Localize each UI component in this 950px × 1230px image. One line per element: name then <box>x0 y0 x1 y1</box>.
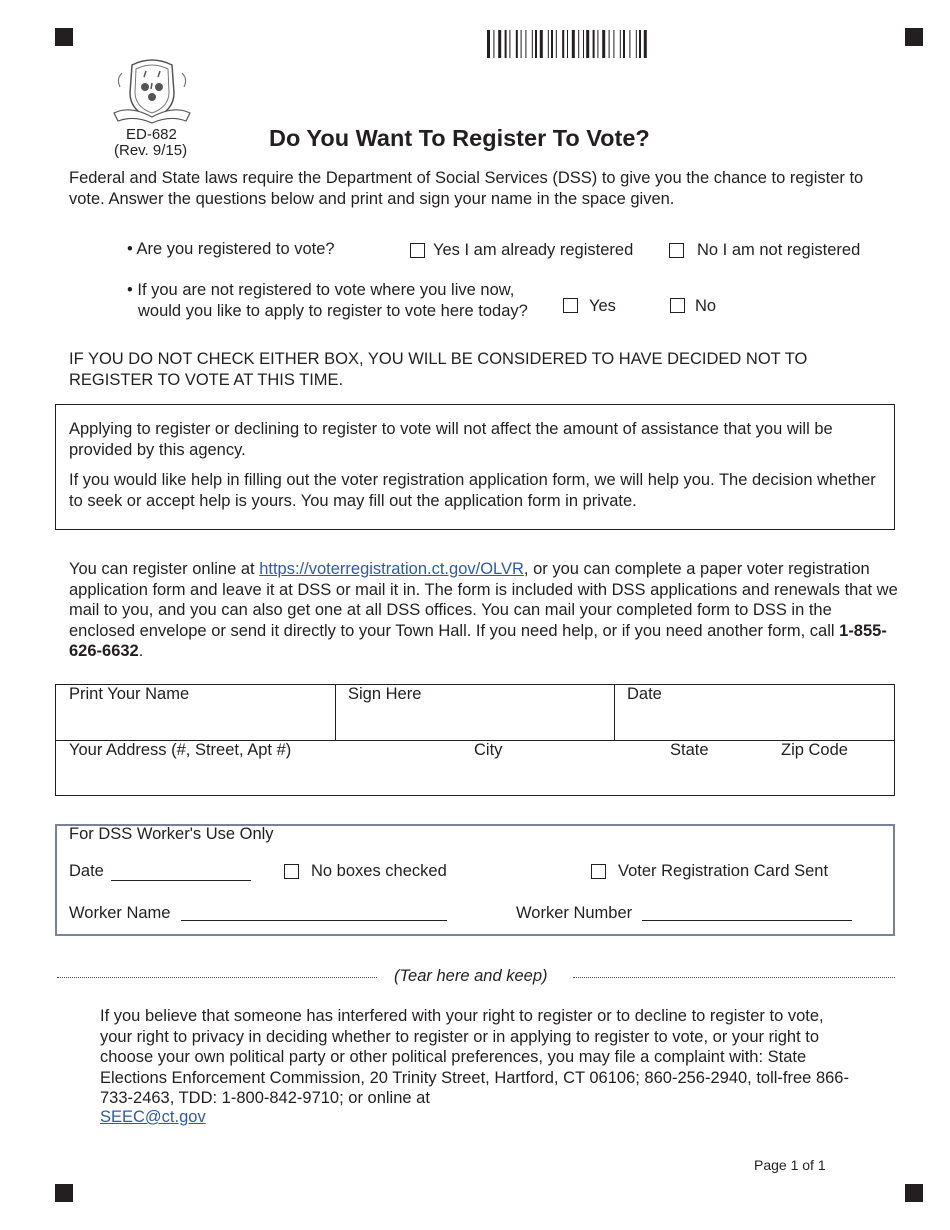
online-body: , or you can complete a paper voter registration application form and leave it at DSS or mail it in. The form is included with DSS applications and renewals that we mail to you, and you can also get one at all DSS offices. You can mail your completed form to DSS in the enclosed envelope or send it directly to your Town Hall. If you need help, or if you need another form, call <box>69 560 898 640</box>
complaint-paragraph: If you believe that someone has interfered with your right to register or to decline to register to vote, your right to privacy in deciding whether to register or in applying to register to vote, or your right to choose your own political party or other political preferences, you may file a complaint with: State Elections Enforcement Commission, 20 Trinity Street, Hartford, CT 06106; 860-256-2940, toll-free 866-733-2463, TDD: 1-800-842-9710; or online at <box>100 1007 849 1107</box>
apply-no-label: No <box>695 297 717 315</box>
barcode-icon <box>487 30 769 58</box>
worker-name-input[interactable] <box>181 906 447 921</box>
question-apply-line1: • If you are not registered to vote where you live now, <box>127 281 515 299</box>
already-registered-label: Yes I am already registered <box>433 241 634 259</box>
date-field[interactable]: Date <box>627 685 662 703</box>
tear-line-right <box>573 977 895 978</box>
no-boxes-checked-checkbox[interactable] <box>284 864 299 879</box>
no-boxes-checked-label: No boxes checked <box>311 862 447 880</box>
help-phone: 1-855-626-6632 <box>69 621 887 660</box>
online-paragraph <box>69 559 899 662</box>
tear-line-left <box>57 977 377 978</box>
state-field[interactable]: State <box>670 741 709 759</box>
page-title: Do You Want To Register To Vote? <box>269 125 650 151</box>
apply-no-checkbox[interactable] <box>670 298 685 313</box>
worker-name-label: Worker Name <box>69 904 171 922</box>
already-registered-checkbox[interactable] <box>410 243 425 258</box>
city-field[interactable]: City <box>474 741 503 759</box>
question-apply-text-1: If you are not registered to vote where you live now, <box>137 281 515 299</box>
apply-yes-checkbox[interactable] <box>563 298 578 313</box>
sign-here-field[interactable]: Sign Here <box>348 685 422 703</box>
notice-paragraph-2: If you would like help in filling out the voter registration application form, we will help you. The decision whether to seek or accept help is yours. You may fill out the application form in private. <box>69 471 876 510</box>
address-field[interactable]: Your Address (#, Street, Apt #) <box>69 741 292 759</box>
not-registered-checkbox[interactable] <box>669 243 684 258</box>
intro-paragraph: Federal and State laws require the Department of Social Services (DSS) to give you the chance to register to vote. Answer the questions below and print and sign your name in the space given. <box>69 169 864 208</box>
tear-here-label: (Tear here and keep) <box>394 967 548 985</box>
signature-table-divider-v2 <box>614 684 615 740</box>
worker-date-input[interactable] <box>111 866 251 881</box>
warning-text: IF YOU DO NOT CHECK EITHER BOX, YOU WILL BE CONSIDERED TO HAVE DECIDED NOT TO REGISTER TO VOTE AT THIS TIME. <box>69 350 808 389</box>
question-registered: • Are you registered to vote? <box>127 240 335 258</box>
question-apply-line2: would you like to apply to register to vote here today? <box>138 302 528 320</box>
online-suffix: . <box>138 642 144 660</box>
question-registered-text: Are you registered to vote? <box>136 240 335 258</box>
page-number: Page 1 of 1 <box>754 1157 826 1173</box>
card-sent-label: Voter Registration Card Sent <box>618 862 829 880</box>
registration-mark-bottom-left <box>55 1184 73 1202</box>
registration-mark-top-left <box>55 28 73 46</box>
notice-paragraph-1: Applying to register or declining to register to vote will not affect the amount of assistance that you will be provided by this agency. <box>69 420 833 459</box>
worker-box-title: For DSS Worker's Use Only <box>69 825 274 843</box>
apply-yes-label: Yes <box>589 297 616 315</box>
online-prefix: You can register online at <box>69 560 260 578</box>
state-seal-icon <box>110 57 194 125</box>
seec-email-link[interactable]: SEEC@ct.gov <box>100 1108 206 1126</box>
signature-table-divider-v1 <box>335 684 336 740</box>
card-sent-checkbox[interactable] <box>591 864 606 879</box>
worker-date-label: Date <box>69 862 104 880</box>
zip-code-field[interactable]: Zip Code <box>781 741 848 759</box>
worker-number-input[interactable] <box>642 906 852 921</box>
registration-mark-top-right <box>905 28 923 46</box>
print-name-field[interactable]: Print Your Name <box>69 685 190 703</box>
worker-number-label: Worker Number <box>516 904 633 922</box>
not-registered-label: No I am not registered <box>697 241 861 259</box>
form-id: ED-682 <box>126 126 177 143</box>
registration-mark-bottom-right <box>905 1184 923 1202</box>
form-revision: (Rev. 9/15) <box>114 142 188 159</box>
olvr-link[interactable]: https://voterregistration.ct.gov/OLVR <box>259 560 524 578</box>
